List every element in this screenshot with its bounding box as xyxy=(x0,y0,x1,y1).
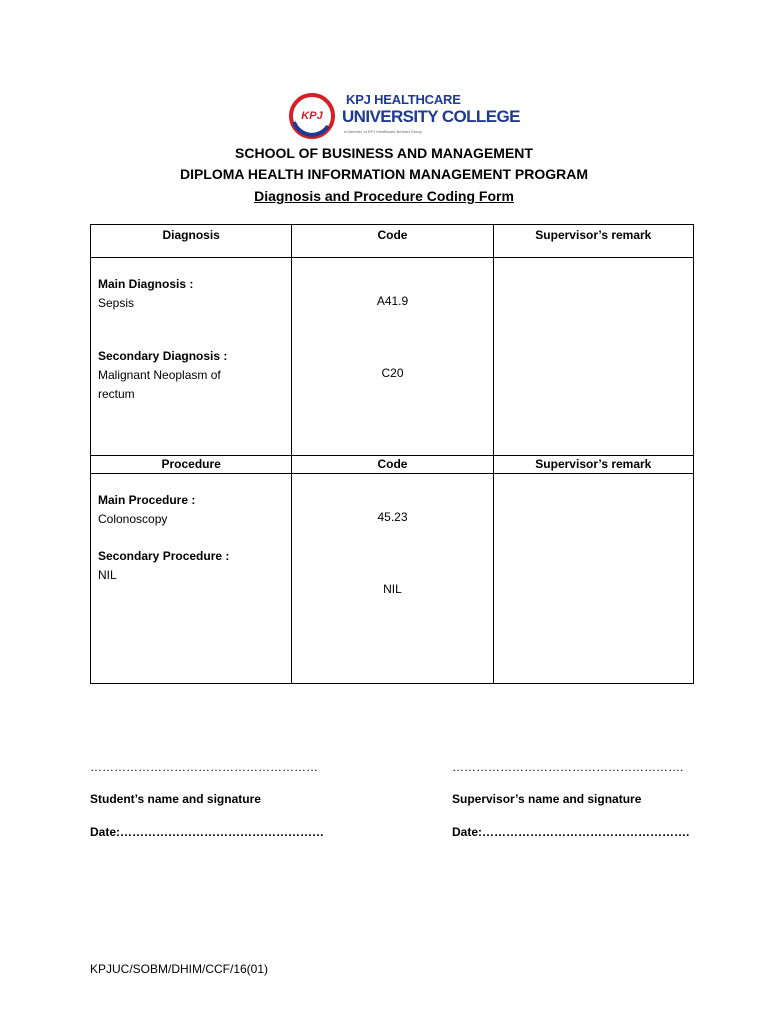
student-signature-label: Student’s name and signature xyxy=(90,792,261,806)
secondary-diagnosis-value-line1: Malignant Neoplasm of xyxy=(98,368,221,382)
secondary-diagnosis-code: C20 xyxy=(381,366,404,380)
diagnosis-column-header: Diagnosis xyxy=(91,225,292,258)
svg-text:KPJ: KPJ xyxy=(301,110,323,122)
diagnosis-header-row xyxy=(91,225,694,258)
remark-column-header: Supervisor’s remark xyxy=(493,225,693,258)
main-diagnosis-value: Sepsis xyxy=(98,296,135,310)
procedure-cell xyxy=(91,474,292,684)
form-title: Diagnosis and Procedure Coding Form xyxy=(254,188,514,204)
procedure-remark-column-header: Supervisor’s remark xyxy=(493,456,693,474)
procedure-header-row xyxy=(91,456,694,474)
kpj-emblem-icon xyxy=(288,92,336,140)
procedure-row xyxy=(91,474,694,684)
main-diagnosis-label: Main Diagnosis : xyxy=(98,277,194,291)
school-title: SCHOOL OF BUSINESS AND MANAGEMENT xyxy=(235,145,533,161)
kpj-logo xyxy=(288,90,520,140)
logo-line2: UNIVERSITY COLLEGE xyxy=(342,107,520,126)
logo-tagline: A Member of KPJ Healthcare Berhad Group xyxy=(344,129,422,134)
diagnosis-row xyxy=(91,258,694,456)
secondary-procedure-value: NIL xyxy=(98,568,117,582)
program-title: DIPLOMA HEALTH INFORMATION MANAGEMENT PROGRAM xyxy=(179,166,589,182)
procedure-column-header: Procedure xyxy=(91,456,292,474)
procedure-code-column-header: Code xyxy=(292,456,493,474)
secondary-diagnosis-label: Secondary Diagnosis : xyxy=(98,349,228,363)
main-diagnosis-code: A41.9 xyxy=(376,294,409,308)
supervisor-signature-label: Supervisor’s name and signature xyxy=(452,792,642,806)
code-column-header: Code xyxy=(292,225,493,258)
procedure-code-cell xyxy=(292,474,493,684)
document-code: KPJUC/SOBM/DHIM/CCF/16(01) xyxy=(90,962,269,976)
supervisor-signature-line[interactable]: …………………………………………………. xyxy=(452,760,684,774)
procedure-remark-cell[interactable] xyxy=(493,474,693,684)
diagnosis-remark-cell[interactable] xyxy=(493,258,693,456)
student-date-field[interactable]: Date:…………………………………………… xyxy=(90,825,325,839)
logo-line1: KPJ HEALTHCARE xyxy=(346,92,461,107)
diagnosis-code-cell xyxy=(292,258,493,456)
main-procedure-code: 45.23 xyxy=(377,510,408,524)
supervisor-date-field[interactable]: Date:……………………………………………. xyxy=(452,825,690,839)
main-procedure-label: Main Procedure : xyxy=(98,493,196,507)
coding-table xyxy=(90,224,694,684)
secondary-procedure-label: Secondary Procedure : xyxy=(98,549,230,563)
secondary-diagnosis-value-line2: rectum xyxy=(98,387,135,401)
main-procedure-value: Colonoscopy xyxy=(98,512,168,526)
diagnosis-cell xyxy=(91,258,292,456)
secondary-procedure-code: NIL xyxy=(383,582,402,596)
student-signature-line[interactable]: ………………………………………………… xyxy=(90,760,318,774)
